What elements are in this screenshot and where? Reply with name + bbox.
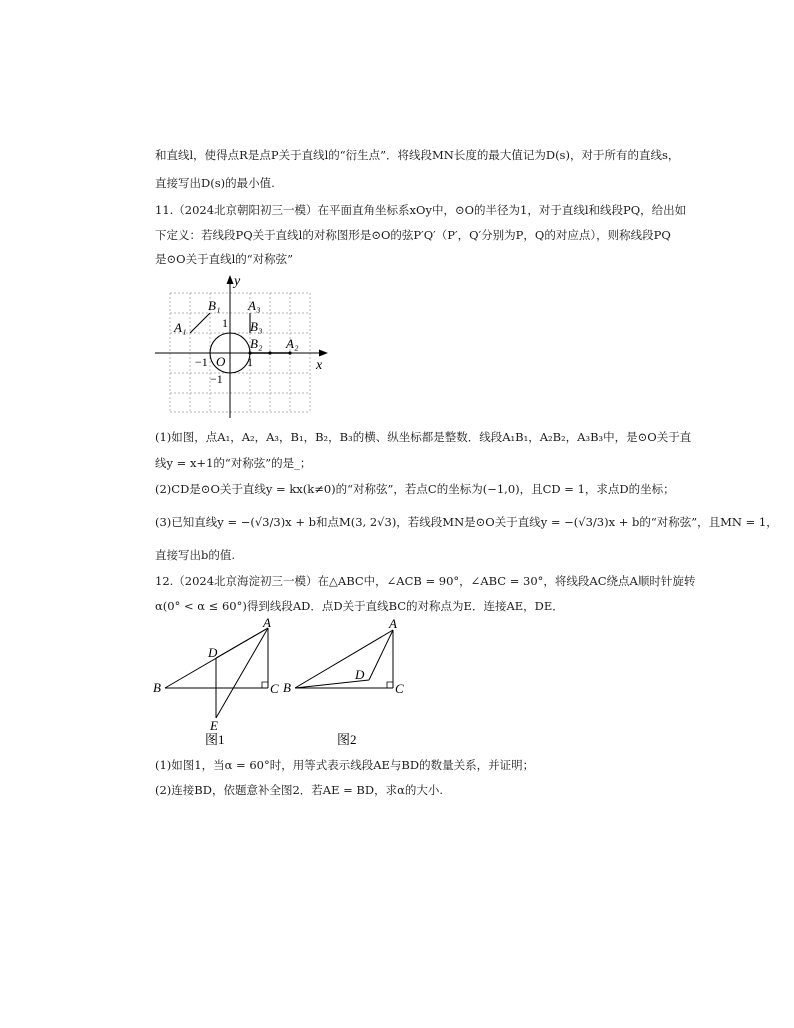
intro-line-2: 直接写出D(s)的最小值. bbox=[155, 176, 275, 190]
q11-line-2: 下定义：若线段PQ关于直线l的对称图形是⊙O的弦P′Q′（P′，Q′分别为P，Q的对应点），则称线段PQ bbox=[155, 228, 671, 242]
fig2-caption: 图2 bbox=[337, 732, 357, 747]
q12-figure-1 bbox=[150, 615, 290, 750]
x-tick-neg1: −1 bbox=[195, 355, 208, 369]
q11-line-3: 是⊙O关于直线l的“对称弦” bbox=[155, 252, 293, 266]
segment-a1b1 bbox=[190, 313, 210, 333]
fig1-label-b: B bbox=[153, 680, 161, 695]
x-axis-arrow-icon bbox=[319, 350, 328, 357]
point-a2 bbox=[288, 351, 291, 354]
y-tick-1: 1 bbox=[222, 316, 228, 330]
q11-part2: (2)CD是⊙O关于直线y = kx(k≠0)的“对称弦”，若点C的坐标为(−1,0)，且CD = 1，求点D的坐标； bbox=[155, 482, 675, 496]
fig1-label-d: D bbox=[208, 645, 218, 660]
q11-part3-line-1: (3)已知直线y = −(√3/3)x + b和点M(3, 2√3)，若线段MN是⊙O关于直线y = −(√3/3)x + b的“对称弦”，且MN = 1， bbox=[155, 515, 778, 529]
label-a3: A₃ bbox=[248, 298, 261, 313]
x-axis-label: x bbox=[316, 358, 323, 373]
fig2-label-c: C bbox=[395, 681, 404, 696]
q11-line-1: 11.（2024北京朝阳初三一模）在平面直角坐标系xOy中，⊙O的半径为1，对于直线l和线段PQ，给出如 bbox=[155, 203, 687, 217]
fig1-label-a: A bbox=[263, 615, 271, 630]
label-a1: A₁ bbox=[174, 320, 187, 335]
label-b1: B₁ bbox=[208, 298, 221, 313]
point-mid bbox=[268, 351, 271, 354]
q12-part2: (2)连接BD，依题意补全图2．若AE = BD，求α的大小. bbox=[155, 783, 444, 797]
fig2-label-b: B bbox=[283, 680, 291, 695]
q11-part1-line-2: 线y = x+1的“对称弦”的是_； bbox=[155, 456, 312, 470]
y-tick-neg1: −1 bbox=[210, 372, 223, 386]
label-b3: B₃ bbox=[250, 319, 263, 334]
fig1-caption: 图1 bbox=[205, 732, 225, 747]
label-b2: B₂ bbox=[250, 336, 263, 351]
label-a2: A₂ bbox=[286, 336, 299, 351]
q11-part3-line-2: 直接写出b的值. bbox=[155, 548, 236, 562]
q12-figure-2 bbox=[280, 615, 420, 750]
fig1-label-e: E bbox=[210, 718, 218, 733]
fig1-label-c: C bbox=[270, 681, 279, 696]
fig2-label-d: D bbox=[355, 667, 365, 682]
q12-part1: (1)如图1，当α = 60°时，用等式表示线段AE与BD的数量关系，并证明； bbox=[155, 758, 535, 772]
q12-line-1: 12.（2024北京海淀初三一模）在△ABC中，∠ACB = 90°，∠ABC = 30°，将线段AC绕点A顺时针旋转 bbox=[155, 574, 696, 588]
q11-part1-line-1: (1)如图，点A₁，A₂，A₃，B₁，B₂，B₃的横、纵坐标都是整数．线段A₁B₁，A₂B₂，A₃B₃中，是⊙O关于直 bbox=[155, 430, 692, 444]
fig2-label-a: A bbox=[389, 616, 397, 631]
x-tick-1: 1 bbox=[247, 355, 253, 369]
origin-label: O bbox=[216, 354, 226, 369]
intro-line-1: 和直线l，使得点R是点P关于直线l的“衍生点”．将线段MN长度的最大值记为D(s)，对于所有的直线s， bbox=[155, 148, 680, 162]
y-axis-label: y bbox=[234, 274, 241, 289]
q12-line-2: α(0° < α ≤ 60°)得到线段AD．点D关于直线BC的对称点为E．连接AE，DE． bbox=[155, 599, 564, 613]
q11-coordinate-figure bbox=[150, 268, 335, 420]
y-axis-arrow-icon bbox=[227, 275, 234, 284]
